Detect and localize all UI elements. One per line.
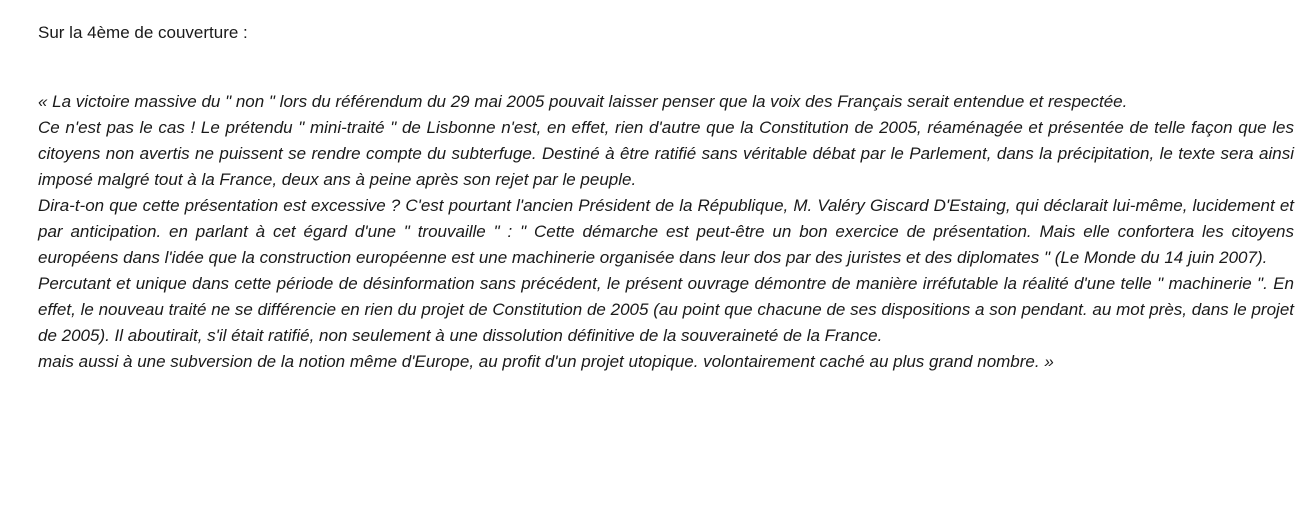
quote-paragraph: Ce n'est pas le cas ! Le prétendu " mini-traité " de Lisbonne n'est, en effet, rien d'autre que la Constitution de 2005, réaménagée et présentée de telle façon que les citoyens non avertis ne puissent se rendre compte du subterfuge. Destiné à être ratifié sans véritable débat par le Parlement, dans la précipitation, le texte sera ainsi imposé malgré tout à la France, deux ans à peine après son rejet par le peuple.	[38, 118, 1294, 189]
page-heading: Sur la 4ème de couverture :	[38, 23, 248, 42]
quote-paragraph: Dira-t-on que cette présentation est excessive ? C'est pourtant l'ancien Président de la République, M. Valéry Giscard D'Estaing, qui déclarait lui-même, lucidement et par anticipation. en parlant à cet égard d'une " trouvaille " : " Cette démarche est peut-être un bon exercice de présentation. Mais elle confortera les citoyens européens dans l'idée que la construction européenne est une machinerie organisée dans leur dos par des juristes et des diplomates " (Le Monde du 14 juin 2007).	[38, 196, 1294, 267]
quote-paragraph: Percutant et unique dans cette période de désinformation sans précédent, le présent ouvrage démontre de manière irréfutable la réalité d'une telle " machinerie ". En effet, le nouveau traité ne se différencie en rien du projet de Constitution de 2005 (au point que chacune de ses dispositions a son pendant. au mot près, dans le projet de 2005). Il aboutirait, s'il était ratifié, non seulement à une dissolution définitive de la souveraineté de la France.	[38, 274, 1294, 345]
quote-paragraph: « La victoire massive du " non " lors du référendum du 29 mai 2005 pouvait laisser penser que la voix des Français serait entendue et respectée.	[38, 92, 1128, 111]
quote-paragraph: mais aussi à une subversion de la notion même d'Europe, au profit d'un projet utopique. volontairement caché au plus grand nombre. »	[38, 352, 1054, 371]
back-cover-text	[38, 20, 1294, 375]
back-cover-quote	[38, 89, 1294, 375]
